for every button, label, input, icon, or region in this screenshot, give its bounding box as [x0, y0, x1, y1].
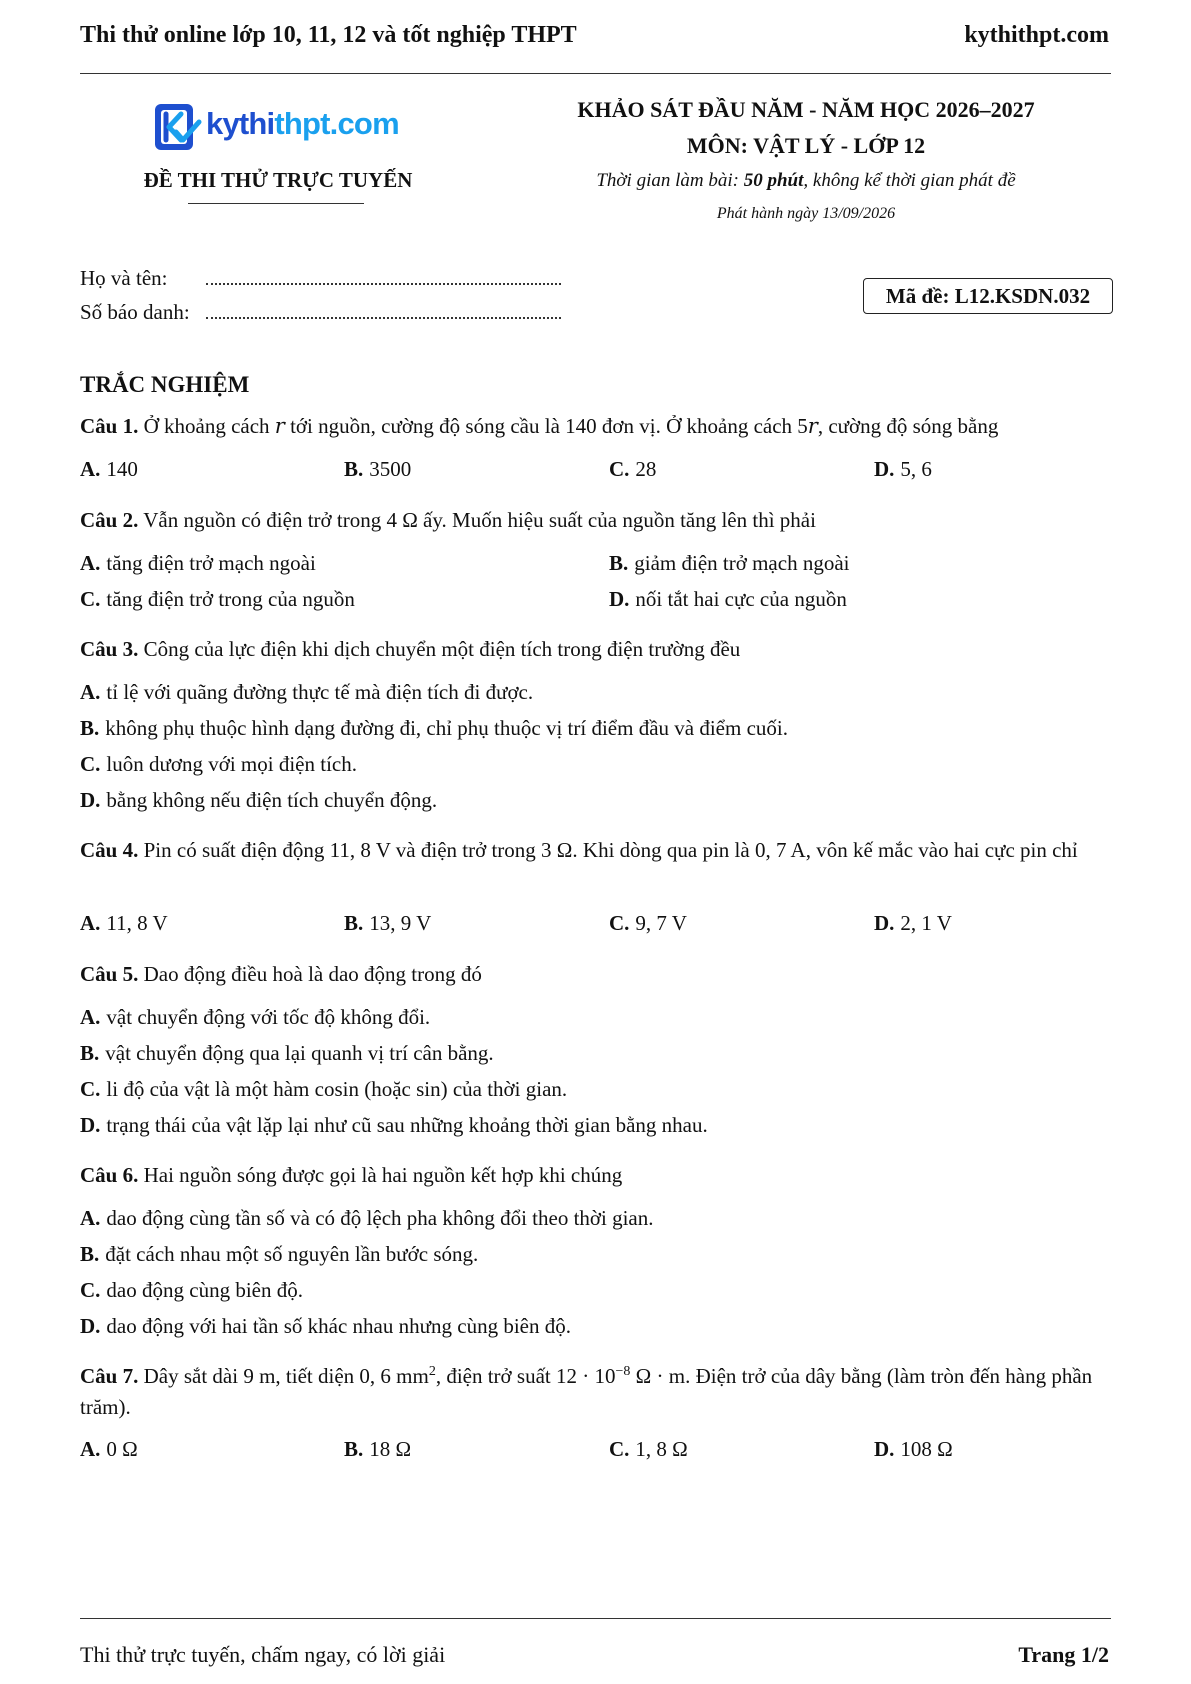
q5-option-c	[80, 1077, 567, 1102]
question-3	[80, 634, 1115, 665]
footer-divider	[80, 1618, 1111, 1619]
question-4	[80, 835, 1115, 866]
option-key: B.	[80, 1242, 100, 1266]
option-text: 13, 9 V	[369, 911, 432, 935]
exam-title: KHẢO SÁT ĐẦU NĂM - NĂM HỌC 2026–2027	[577, 97, 1035, 122]
option-key: D.	[80, 788, 101, 812]
q5-option-b	[80, 1041, 494, 1066]
q1-option-a	[80, 457, 138, 482]
page-number: Trang 1/2	[1018, 1642, 1109, 1667]
option-text: vật chuyển động qua lại quanh vị trí cân bằng.	[105, 1041, 494, 1065]
option-key: D.	[80, 1113, 101, 1137]
option-key: D.	[874, 911, 895, 935]
option-text: vật chuyển động với tốc độ không đổi.	[106, 1005, 431, 1029]
question-text: Vẫn nguồn có điện trở trong 4 Ω ấy. Muốn hiệu suất của nguồn tăng lên thì phải	[138, 508, 816, 532]
option-text: 9, 7 V	[635, 911, 687, 935]
header-site-tagline: Thi thử online lớp 10, 11, 12 và tốt nghiệp THPT	[80, 22, 577, 48]
option-key: D.	[609, 587, 630, 611]
release-date: Phát hành ngày 13/09/2026	[716, 205, 896, 222]
q2-option-b	[609, 551, 849, 576]
option-text: 18 Ω	[369, 1437, 412, 1461]
question-label: Câu 5.	[80, 962, 139, 986]
option-key: B.	[609, 551, 629, 575]
option-text: 28	[635, 457, 657, 481]
question-1	[80, 411, 1115, 442]
logo-wordmark-part2: thpt.com	[274, 106, 399, 141]
student-name-label: Họ và tên:	[80, 266, 168, 290]
option-text: 3500	[369, 457, 412, 481]
q7-option-a	[80, 1437, 138, 1462]
option-key: C.	[80, 1077, 101, 1101]
question-text: Dao động điều hoà là dao động trong đó	[138, 962, 482, 986]
superscript: 2	[428, 1364, 436, 1379]
q6-option-a	[80, 1206, 654, 1231]
q3-option-d	[80, 788, 437, 813]
option-key: D.	[874, 457, 895, 481]
footer-tagline: Thi thử trực tuyến, chấm ngay, có lời giải	[80, 1642, 446, 1667]
superscript: −8	[615, 1364, 631, 1379]
section-title: TRẮC NGHIỆM	[80, 372, 250, 397]
exam-duration	[506, 170, 1106, 192]
option-key: C.	[609, 1437, 630, 1461]
duration-value: 50 phút	[743, 170, 804, 191]
question-label: Câu 2.	[80, 508, 139, 532]
option-text: 5, 6	[900, 457, 932, 481]
option-text: trạng thái của vật lặp lại như cũ sau những khoảng thời gian bằng nhau.	[106, 1113, 708, 1137]
question-text: , điện trở suất 12 · 10	[435, 1364, 616, 1388]
option-text: tăng điện trở mạch ngoài	[106, 551, 316, 575]
q4-option-a	[80, 911, 168, 936]
question-2	[80, 505, 1115, 536]
q3-option-a	[80, 680, 533, 705]
exam-subject: MÔN: VẬT LÝ - LỚP 12	[686, 133, 926, 158]
option-text: dao động với hai tần số khác nhau nhưng cùng biên độ.	[106, 1314, 571, 1338]
option-key: B.	[344, 911, 364, 935]
question-text: Công của lực điện khi dịch chuyển một điện tích trong điện trường đều	[138, 637, 741, 661]
exam-code-box: Mã đề: L12.KSDN.032	[863, 278, 1113, 314]
question-text: Ở khoảng cách 𝑟 tới nguồn, cường độ sóng cầu là 140 đơn vị. Ở khoảng cách 5𝑟, cường độ sóng bằng	[138, 414, 999, 438]
question-label: Câu 6.	[80, 1163, 139, 1187]
online-exam-label: ĐỀ THI THỬ TRỰC TUYẾN	[143, 168, 413, 192]
k-check-logo-icon	[152, 102, 202, 154]
question-5	[80, 959, 1115, 990]
header-divider	[80, 73, 1111, 74]
q5-option-a	[80, 1005, 430, 1030]
option-key: D.	[874, 1437, 895, 1461]
question-label: Câu 1.	[80, 414, 139, 438]
logo-wordmark	[206, 106, 399, 142]
option-text: không phụ thuộc hình dạng đường đi, chỉ phụ thuộc vị trí điểm đầu và điểm cuối.	[105, 716, 788, 740]
duration-prefix: Thời gian làm bài:	[596, 170, 744, 191]
logo-wordmark-part1: kythi	[206, 106, 275, 141]
option-text: đặt cách nhau một số nguyên lần bước sóng.	[105, 1242, 479, 1266]
site-logo	[152, 102, 402, 154]
q5-option-d	[80, 1113, 708, 1138]
q1-option-d	[874, 457, 932, 482]
q6-option-d	[80, 1314, 571, 1339]
q2-option-c	[80, 587, 355, 612]
q2-option-d	[609, 587, 847, 612]
q1-option-c	[609, 457, 656, 482]
q6-option-c	[80, 1278, 303, 1303]
option-key: C.	[80, 752, 101, 776]
option-key: A.	[80, 911, 101, 935]
option-key: A.	[80, 1005, 101, 1029]
option-text: li độ của vật là một hàm cosin (hoặc sin) của thời gian.	[106, 1077, 568, 1101]
question-7	[80, 1361, 1115, 1423]
option-text: tăng điện trở trong của nguồn	[106, 587, 355, 611]
header-site-domain: kythithpt.com	[964, 22, 1109, 48]
question-label: Câu 7.	[80, 1364, 139, 1388]
q6-option-b	[80, 1242, 478, 1267]
option-text: bằng không nếu điện tích chuyển động.	[106, 788, 438, 812]
option-key: B.	[80, 716, 100, 740]
option-key: A.	[80, 1206, 101, 1230]
q4-option-c	[609, 911, 687, 936]
student-id-field	[80, 300, 190, 325]
option-text: 2, 1 V	[900, 911, 952, 935]
option-key: B.	[80, 1041, 100, 1065]
option-text: tỉ lệ với quãng đường thực tế mà điện tích đi được.	[106, 680, 534, 704]
q2-option-a	[80, 551, 316, 576]
option-key: A.	[80, 457, 101, 481]
option-key: C.	[609, 457, 630, 481]
student-id-blank	[206, 317, 561, 319]
q4-option-d	[874, 911, 952, 936]
option-key: A.	[80, 680, 101, 704]
student-id-label: Số báo danh:	[80, 300, 190, 324]
q4-option-b	[344, 911, 431, 936]
student-name-field	[80, 266, 167, 291]
option-key: B.	[344, 457, 364, 481]
question-text: Ω · m. Điện trở của dây bằng (làm tròn đến hàng phần trăm).	[80, 1364, 1093, 1419]
online-label-underline	[188, 203, 364, 204]
question-text: Dây sắt dài 9 m, tiết diện 0, 6 mm	[138, 1364, 429, 1388]
q7-option-d	[874, 1437, 953, 1462]
option-text: giảm điện trở mạch ngoài	[634, 551, 850, 575]
q7-option-c	[609, 1437, 688, 1462]
duration-suffix: , không kể thời gian phát đề	[803, 170, 1016, 191]
question-label: Câu 3.	[80, 637, 139, 661]
q7-option-b	[344, 1437, 411, 1462]
q3-option-b	[80, 716, 788, 741]
option-text: 108 Ω	[900, 1437, 953, 1461]
q1-option-b	[344, 457, 411, 482]
option-key: A.	[80, 551, 101, 575]
option-key: A.	[80, 1437, 101, 1461]
option-key: C.	[80, 1278, 101, 1302]
option-text: 140	[106, 457, 138, 481]
question-label: Câu 4.	[80, 838, 139, 862]
question-text: Pin có suất điện động 11, 8 V và điện trở trong 3 Ω. Khi dòng qua pin là 0, 7 A, vôn kế mắc vào hai cực pin chỉ	[138, 838, 1078, 862]
option-key: C.	[609, 911, 630, 935]
q3-option-c	[80, 752, 357, 777]
option-text: luôn dương với mọi điện tích.	[106, 752, 357, 776]
option-key: B.	[344, 1437, 364, 1461]
option-text: 11, 8 V	[106, 911, 168, 935]
option-text: 0 Ω	[106, 1437, 138, 1461]
option-text: dao động cùng biên độ.	[106, 1278, 303, 1302]
option-key: D.	[80, 1314, 101, 1338]
question-6	[80, 1160, 1115, 1191]
option-text: nối tắt hai cực của nguồn	[635, 587, 847, 611]
option-key: C.	[80, 587, 101, 611]
option-text: 1, 8 Ω	[635, 1437, 688, 1461]
student-name-blank	[206, 283, 561, 285]
question-text: Hai nguồn sóng được gọi là hai nguồn kết hợp khi chúng	[138, 1163, 623, 1187]
option-text: dao động cùng tần số và có độ lệch pha không đổi theo thời gian.	[106, 1206, 654, 1230]
